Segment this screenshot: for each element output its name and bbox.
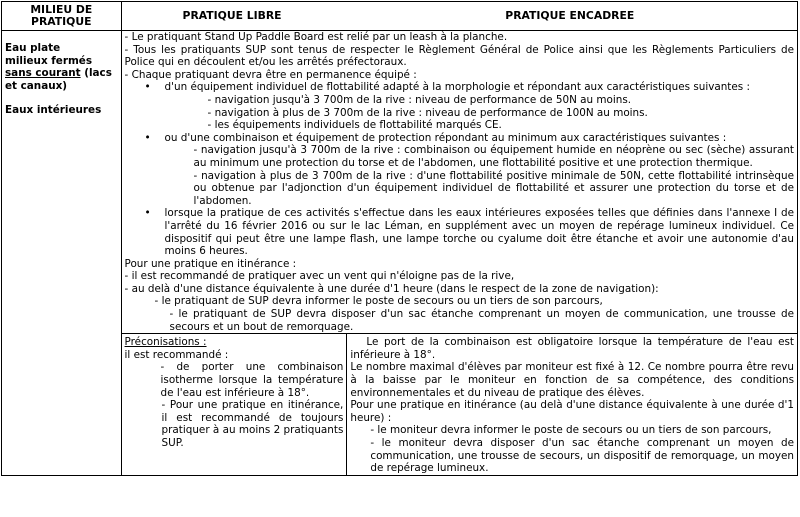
milieu-cell bbox=[2, 31, 122, 476]
milieu-line-2: milieux fermés bbox=[5, 54, 93, 67]
libre-p3: - Chaque pratiquant devra être en permanence équipé : bbox=[124, 68, 417, 81]
row-preconisations bbox=[2, 334, 798, 476]
encadree-p4: - le moniteur devra informer le poste de secours ou un tiers de son parcours, bbox=[370, 424, 772, 437]
preconisations-r1: - de porter une combinaison isotherme lorsque la température de l'eau est inférieure à 18°. bbox=[160, 361, 344, 399]
libre-bullet-2-sub-2: - navigation à plus de 3 700m de la rive : d'une flottabilité positive minimale de 50N, cette flottabilité intrinsèque ou obtenue par l'adjonction d'un équipement individuel de flottabilité et assurer une protection du torse et de l'abdomen. bbox=[193, 169, 794, 207]
libre-p2: - Tous les pratiquants SUP sont tenus de respecter le Règlement Général de Police ainsi que les Règlements Particuliers de Police qui en découlent et/ou les arrêtés préfectoraux. bbox=[124, 43, 794, 69]
header-milieu: MILIEU DE PRATIQUE bbox=[2, 2, 122, 31]
libre-bullet-1: • d'un équipement individuel de flottabilité adapté à la morphologie et répondant aux caractéristiques suivantes : bbox=[125, 81, 794, 94]
milieu-line-4: et canaux) bbox=[5, 79, 68, 92]
libre-itinerance-4: - le pratiquant de SUP devra disposer d'un sac étanche comprenant un moyen de communication, une trousse de secours et un bout de remorquage. bbox=[169, 308, 794, 333]
milieu-sans-courant: sans courant bbox=[5, 67, 81, 80]
encadree-p5: - le moniteur devra disposer d'un sac étanche comprenant un moyen de communication, une trousse de secours, un dispositif de remorquage, un moyen de repérage lumineux. bbox=[370, 437, 794, 475]
libre-bullet-1-sub-2: - navigation à plus de 3 700m de la rive : niveau de performance de 100N au moins. bbox=[207, 106, 648, 119]
libre-bullet-2: • ou d'une combinaison et équipement de protection répondant au minimum aux caractéristiques suivantes : bbox=[125, 132, 794, 145]
libre-bullet-1-sub-3: - les équipements individuels de flottabilité marqués CE. bbox=[207, 119, 502, 132]
libre-bullet-1-sub-1: - navigation jusqu'à 3 700m de la rive : niveau de performance de 50N au moins. bbox=[207, 93, 632, 106]
encadree-p3: Pour une pratique en itinérance (au delà d'une distance équivalente à une durée d'1 heure) : bbox=[350, 399, 794, 424]
libre-p1: - Le pratiquant Stand Up Paddle Board est relié par un leash à la planche. bbox=[124, 31, 508, 43]
preconisations-intro: il est recommandé : bbox=[124, 348, 229, 361]
preconisations-cell bbox=[121, 334, 347, 476]
milieu-line-1: Eau plate bbox=[5, 42, 61, 54]
encadree-p1: Le port de la combinaison est obligatoire lorsque la température de l'eau est inférieure à 18°. bbox=[350, 336, 794, 361]
libre-itinerance-2: - au delà d'une distance équivalente à une durée d'1 heure (dans le respect de la zone de navigation): bbox=[124, 282, 659, 295]
milieu-line-5: Eaux intérieures bbox=[5, 104, 102, 117]
row-libre bbox=[2, 31, 798, 334]
preconisations-title: Préconisations : bbox=[124, 336, 207, 349]
milieu-lacs: (lacs bbox=[80, 67, 112, 80]
libre-bullet-2-sub-1: - navigation jusqu'à 3 700m de la rive : combinaison ou équipement humide en néoprène ou sec (sèche) assurant au minimum une protection du torse et de l'abdomen, une flottabilité positive et une protection thermique. bbox=[193, 144, 794, 169]
milieu-line-3 bbox=[5, 67, 118, 80]
libre-cell bbox=[121, 31, 797, 334]
header-libre-label: PRATIQUE LIBRE bbox=[182, 9, 282, 22]
encadree-cell bbox=[347, 334, 798, 476]
libre-itinerance-1: - il est recommandé de pratiquer avec un vent qui n'éloigne pas de la rive, bbox=[124, 270, 515, 283]
libre-bullet-3: • lorsque la pratique de ces activités s'effectue dans les eaux intérieures exposées telles que définies dans l'annexe I de l'arrêté du 16 février 2016 ou sur le lac Léman, en supplément avec un moyen de repérage lumineux individuel. Ce dispositif qui peut être une lampe flash, une lampe torche ou cyalume doit être étanche et avoir une autonomie d'au moins 6 heures. bbox=[125, 207, 794, 257]
regulation-table bbox=[1, 1, 798, 476]
encadree-p2: Le nombre maximal d'élèves par moniteur est fixé à 12. Ce nombre pourra être revu à la baisse par le moniteur en fonction de sa compétence, des conditions environnementales et du niveau de pratique des élèves. bbox=[350, 361, 794, 399]
preconisations-r2: - Pour une pratique en itinérance, il est recommandé de toujours pratiquer à au moins 2 pratiquants SUP. bbox=[161, 399, 344, 449]
header-encadree-label: PRATIQUE ENCADREE bbox=[505, 9, 635, 22]
libre-itinerance-3: - le pratiquant de SUP devra informer le poste de secours ou un tiers de son parcours, bbox=[154, 295, 603, 308]
header-pratique-libre bbox=[121, 2, 797, 31]
libre-itinerance-title: Pour une pratique en itinérance : bbox=[124, 257, 297, 270]
header-row bbox=[2, 2, 798, 31]
